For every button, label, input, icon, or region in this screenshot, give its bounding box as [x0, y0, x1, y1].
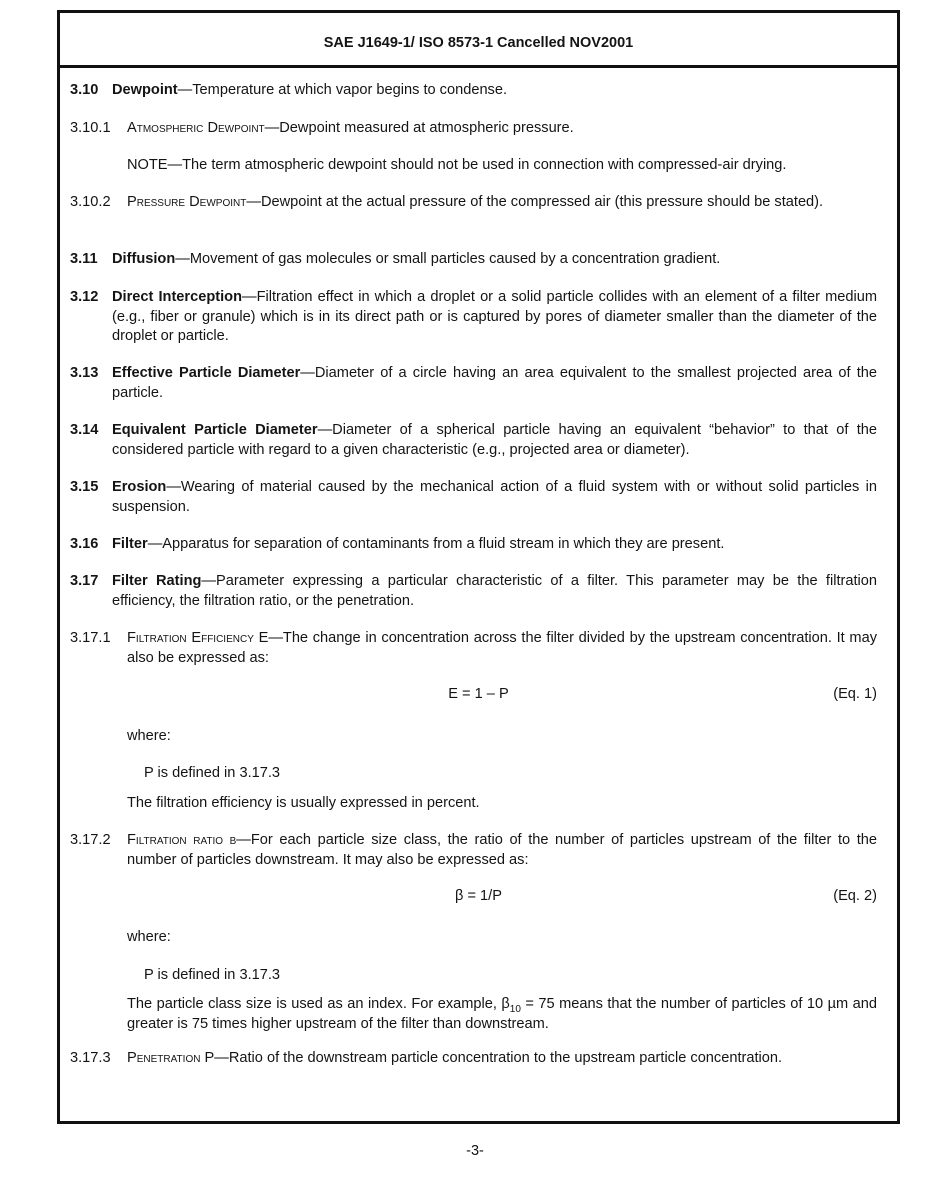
where-text: where: — [127, 728, 171, 744]
section-text: —Wearing of material caused by the mechanical action of a fluid system with or without solid particles in suspension. — [112, 479, 877, 515]
section-number: 3.12 — [70, 289, 99, 305]
where-text: where: — [127, 929, 171, 945]
section-term: Equivalent Particle Diameter — [112, 422, 318, 438]
definition-text: P is defined in 3.17.3 — [144, 967, 281, 983]
section-term: Atmospheric Dewpoint — [127, 120, 265, 136]
section-text: —Parameter expressing a particular characteristic of a filter. This parameter may be the filtration efficiency, the filtration ratio, or the penetration. — [112, 573, 877, 609]
section-number: 3.17.2 — [70, 832, 111, 848]
equation-2 — [60, 887, 897, 907]
document-header — [60, 13, 897, 68]
section-number: 3.16 — [70, 536, 99, 552]
section-term: Direct Interception — [112, 289, 242, 305]
header-title: SAE J1649-1/ ISO 8573-1 Cancelled NOV2001 — [323, 35, 634, 51]
section-number: 3.14 — [70, 422, 99, 438]
section-number: 3.13 — [70, 365, 99, 381]
note-text: The filtration efficiency is usually expressed in percent. — [127, 795, 480, 811]
index-text-pre: The particle class size is used as an index. For example, β — [127, 996, 510, 1012]
section-text: —Diameter of a spherical particle having an equivalent “behavior” to that of the considered particle with regard to a given characteristic (e.g., projected area or diameter). — [112, 422, 877, 458]
section-term: Filter Rating — [112, 573, 202, 589]
section-text: —Dewpoint measured at atmospheric pressure. — [264, 120, 574, 136]
section-number: 3.15 — [70, 479, 99, 495]
index-subscript: 10 — [509, 1003, 521, 1015]
section-term: Diffusion — [112, 251, 176, 267]
equation-label: (Eq. 1) — [833, 686, 877, 702]
section-term: Erosion — [112, 479, 167, 495]
page-frame — [57, 10, 900, 1124]
equation-formula: β = 1/P — [455, 888, 502, 904]
section-text: —The change in concentration across the filter divided by the upstream concentration. It may also be expressed as: — [127, 630, 877, 666]
definition-text: P is defined in 3.17.3 — [144, 765, 281, 781]
section-text: —Dewpoint at the actual pressure of the compressed air (this pressure should be stated). — [246, 194, 824, 210]
section-text: —For each particle size class, the ratio of the number of particles upstream of the filter to the number of particles downstream. It may also be expressed as: — [127, 832, 877, 868]
section-text: —Filtration effect in which a droplet or a solid particle collides with an element of a filter medium (e.g., fiber or granule) which is in its direct path or is captured by pores of diameter smaller than the diameter of the droplet or particle. — [112, 289, 877, 344]
section-number: 3.11 — [70, 251, 98, 267]
section-term: Dewpoint — [112, 82, 178, 98]
page-number: -3- — [466, 1143, 484, 1159]
equation-1 — [60, 685, 897, 705]
section-term: Effective Particle Diameter — [112, 365, 301, 381]
section-term: Filter — [112, 536, 148, 552]
section-text: —Apparatus for separation of contaminants from a fluid stream in which they are present. — [147, 536, 725, 552]
equation-label: (Eq. 2) — [833, 888, 877, 904]
section-text: —Ratio of the downstream particle concentration to the upstream particle concentration. — [214, 1050, 783, 1066]
equation-formula: E = 1 – P — [448, 686, 509, 702]
section-number: 3.17.3 — [70, 1050, 111, 1066]
section-number: 3.17.1 — [70, 630, 111, 646]
section-term: Penetration P — [127, 1050, 215, 1066]
section-term: Pressure Dewpoint — [127, 194, 247, 210]
section-text: —Diameter of a circle having an area equivalent to the smallest projected area of the particle. — [112, 365, 877, 401]
note-text: NOTE—The term atmospheric dewpoint should not be used in connection with compressed-air drying. — [127, 157, 787, 173]
index-text-post: = 75 means that the number of particles of 10 µm and greater is 75 times higher upstream of the filter than downstream. — [127, 996, 878, 1032]
section-text: —Movement of gas molecules or small particles caused by a concentration gradient. — [175, 251, 721, 267]
section-term: Filtration ratio β — [127, 832, 237, 848]
section-text: —Temperature at which vapor begins to condense. — [177, 82, 508, 98]
section-number: 3.10.2 — [70, 194, 111, 210]
section-term: Filtration Efficiency E — [127, 630, 269, 646]
section-number: 3.10.1 — [70, 120, 111, 136]
section-number: 3.17 — [70, 573, 99, 589]
section-number: 3.10 — [70, 82, 99, 98]
